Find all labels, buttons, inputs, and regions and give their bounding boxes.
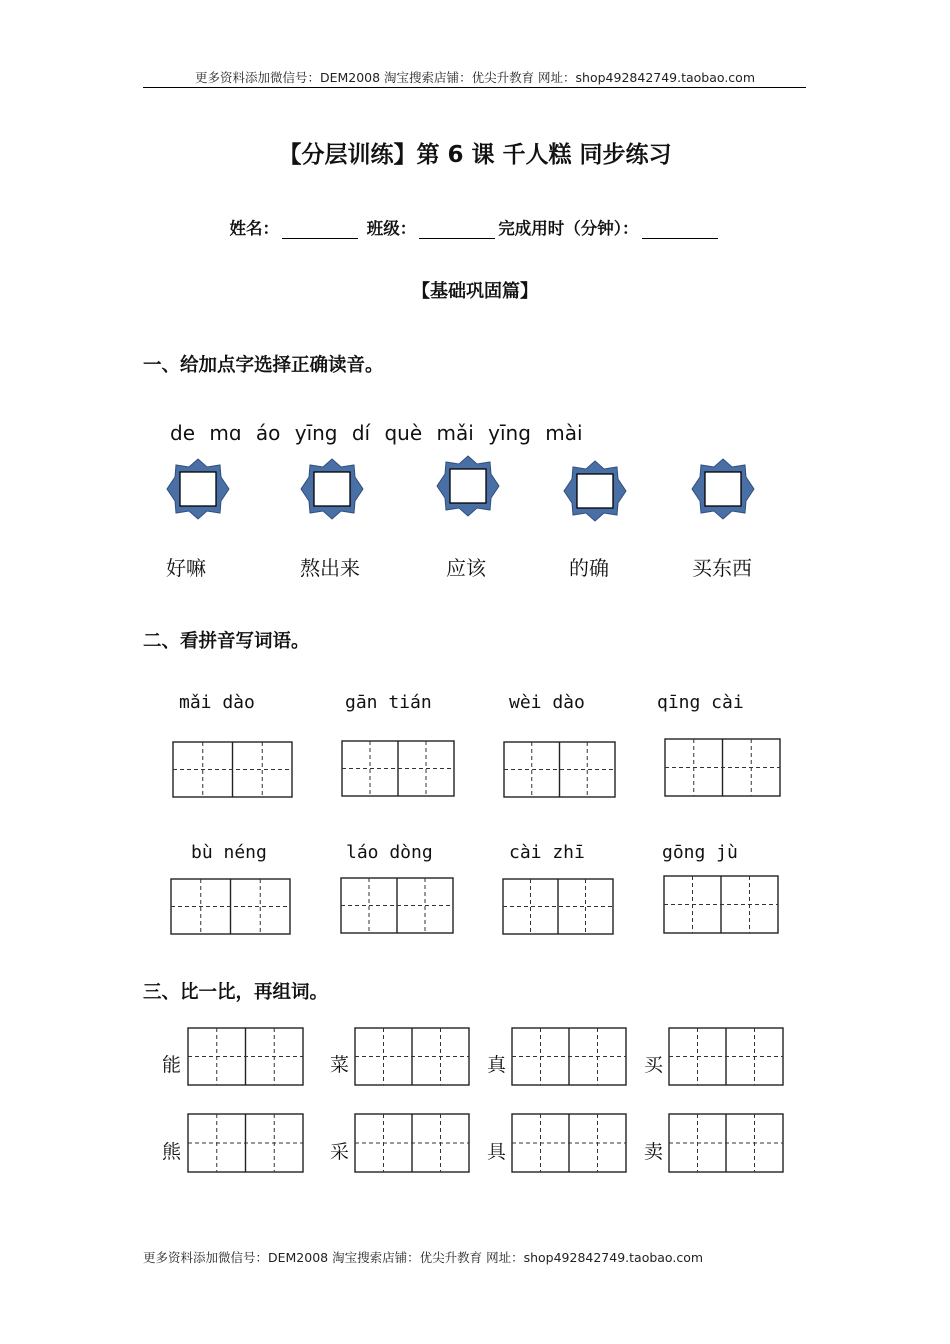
q3-char-4: 买 [644,1054,664,1076]
q2-writing-grid-2[interactable] [341,740,455,797]
answer-star-box-2[interactable] [300,457,364,521]
answer-star-box-5[interactable] [691,457,755,521]
q2-pinyin-7: cài zhī [509,842,585,863]
name-blank[interactable] [282,220,358,239]
q3-char-6: 采 [330,1141,350,1163]
header-divider [143,87,806,88]
q3-writing-grid-4[interactable] [668,1027,784,1086]
q2-writing-grid-1[interactable] [172,741,293,798]
time-label: 完成用时（分钟）： [498,219,639,238]
q2-writing-grid-3[interactable] [503,741,616,798]
q2-pinyin-5: bù néng [191,842,267,863]
q1-word-5: 买东西 [692,556,752,580]
q2-writing-grid-8[interactable] [663,875,779,934]
q3-writing-grid-8[interactable] [668,1113,784,1173]
q2-pinyin-8: gōng jù [662,842,738,863]
q2-title: 二、看拼音写词语。 [143,631,310,652]
q3-writing-grid-6[interactable] [354,1113,470,1173]
q3-writing-grid-2[interactable] [354,1027,470,1086]
time-blank[interactable] [642,220,718,239]
q3-char-8: 卖 [644,1141,664,1163]
q1-word-4: 的确 [569,556,609,580]
q1-word-3: 应该 [446,556,486,580]
q3-writing-grid-7[interactable] [511,1113,627,1173]
q2-pinyin-6: láo dòng [346,842,433,863]
q2-pinyin-1: mǎi dào [179,692,255,713]
q3-writing-grid-5[interactable] [187,1113,304,1173]
header-contact-text: 更多资料添加微信号：DEM2008 淘宝搜索店铺：优尖升教育 网址：shop492842749.taobao.com [194,70,756,85]
worksheet-title: 【分层训练】第 6 课 千人糕 同步练习 [278,142,672,168]
q2-writing-grid-4[interactable] [664,738,781,797]
q3-char-3: 真 [487,1054,507,1076]
answer-star-box-4[interactable] [563,459,627,523]
q2-pinyin-4: qīng cài [657,692,744,713]
q1-pinyin-options: de mɑ áo yīng dí què mǎi yīng mài [170,421,583,445]
class-label: 班级： [366,219,417,238]
name-label: 姓名： [229,219,279,238]
q3-writing-grid-3[interactable] [511,1027,627,1086]
student-info-line [0,215,950,239]
q2-writing-grid-6[interactable] [340,877,454,934]
q3-title: 三、比一比，再组词。 [143,982,329,1003]
q3-writing-grid-1[interactable] [187,1027,304,1086]
section-title: 【基础巩固篇】 [412,281,538,302]
q2-pinyin-2: gān tián [345,692,432,713]
q3-char-5: 熊 [162,1141,182,1163]
answer-star-box-1[interactable] [166,457,230,521]
q3-char-7: 具 [487,1141,507,1163]
q2-pinyin-3: wèi dào [509,692,585,713]
answer-star-box-3[interactable] [436,454,500,518]
q3-char-2: 菜 [330,1054,350,1076]
footer-contact-text: 更多资料添加微信号：DEM2008 淘宝搜索店铺：优尖升教育 网址：shop492842749.taobao.com [143,1250,704,1265]
q2-writing-grid-7[interactable] [502,878,614,935]
q3-char-1: 能 [162,1054,182,1076]
q1-word-1: 好嘛 [166,556,206,580]
q2-writing-grid-5[interactable] [170,878,291,935]
q1-word-2: 熬出来 [300,556,360,580]
q1-title: 一、给加点字选择正确读音。 [143,355,384,376]
class-blank[interactable] [419,220,495,239]
